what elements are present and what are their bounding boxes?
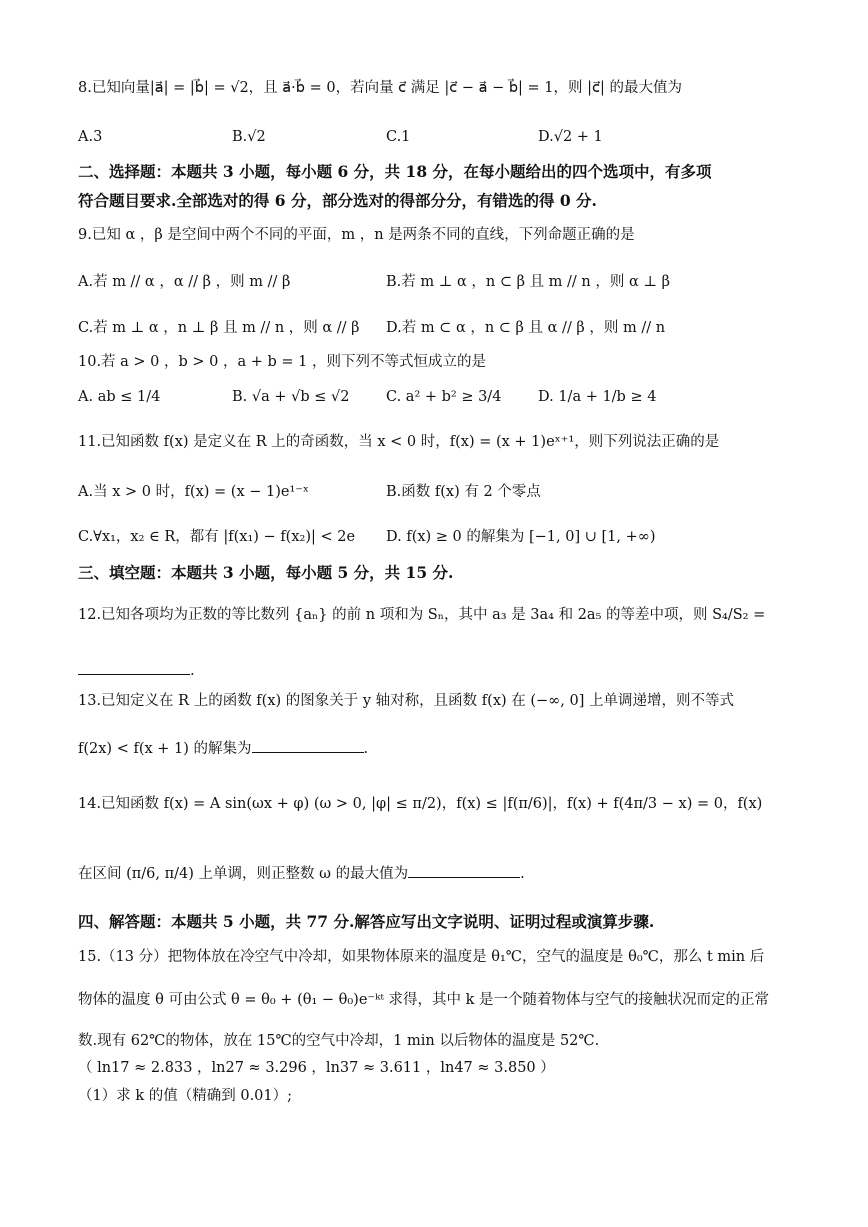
q10-option-c: C. a² + b² ≥ 3/4 <box>386 389 502 405</box>
q11-stem: 11.已知函数 f(x) 是定义在 R 上的奇函数，当 x < 0 时，f(x) = (x + 1)eˣ⁺¹，则下列说法正确的是 <box>78 434 720 450</box>
q10-stem: 10.若 a > 0 ，b > 0 ，a + b = 1 ，则下列不等式恒成立的是 <box>78 354 486 370</box>
q14-answer-blank[interactable] <box>408 863 520 878</box>
q15-line2: 物体的温度 θ 可由公式 θ = θ₀ + (θ₁ − θ₀)e⁻ᵏᵗ 求得，其中 k 是一个随着物体与空气的接触状况而定的正常 <box>78 992 770 1008</box>
q14-line2 <box>78 863 828 883</box>
q11-option-a: A.当 x > 0 时，f(x) = (x − 1)e¹⁻ˣ <box>78 484 310 500</box>
q13-inequality-text: f(2x) < f(x + 1) 的解集为 <box>78 741 252 757</box>
q13-period: . <box>363 741 369 757</box>
section2-heading-line2: 符合题目要求.全部选对的得 6 分，部分选对的得部分分，有错选的得 0 分. <box>78 191 597 210</box>
q15-line1: 15.（13 分）把物体放在冷空气中冷却，如果物体原来的温度是 θ₁℃，空气的温度是 θ₀℃，那么 t min 后 <box>78 949 765 965</box>
q11-option-c: C.∀x₁，x₂ ∈ R，都有 |f(x₁) − f(x₂)| < 2e <box>78 529 356 545</box>
q11-option-b: B.函数 f(x) 有 2 个零点 <box>386 484 541 500</box>
q15-ln-values: （ ln17 ≈ 2.833 ，ln27 ≈ 3.296 ，ln37 ≈ 3.611 ，ln47 ≈ 3.850 ） <box>78 1060 555 1076</box>
q8-option-d: D.√2 + 1 <box>538 129 603 145</box>
q15-part1: （1）求 k 的值（精确到 0.01）; <box>78 1088 293 1104</box>
section3-heading: 三、填空题：本题共 3 小题，每小题 5 分，共 15 分. <box>78 563 454 582</box>
q13-stem: 13.已知定义在 R 上的函数 f(x) 的图象关于 y 轴对称，且函数 f(x) 在 (−∞, 0] 上单调递增，则不等式 <box>78 693 734 709</box>
q9-option-d: D.若 m ⊂ α ，n ⊂ β 且 α // β ，则 m // n <box>386 320 666 336</box>
q14-interval-text: 在区间 (π/6, π/4) 上单调，则正整数 ω 的最大值为 <box>78 866 409 882</box>
q14-stem: 14.已知函数 f(x) = A sin(ωx + φ) (ω > 0, |φ| ≤ π/2)，f(x) ≤ |f(π/6)|，f(x) + f(4π/3 − x) = 0，f(x) <box>78 796 763 812</box>
q12-stem: 12.已知各项均为正数的等比数列 {aₙ} 的前 n 项和为 Sₙ，其中 a₃ 是 3a₄ 和 2a₅ 的等差中项，则 S₄/S₂ = <box>78 607 766 623</box>
q8-stem: 8.已知向量|a⃗| = |b⃗| = √2，且 a⃗·b⃗ = 0，若向量 c⃗ 满足 |c⃗ − a⃗ − b⃗| = 1，则 |c⃗| 的最大值为 <box>78 80 682 96</box>
q13-answer-blank[interactable] <box>252 738 364 753</box>
q10-option-a: A. ab ≤ 1/4 <box>78 389 161 405</box>
q12-answer-line <box>78 660 828 680</box>
section2-heading-line1: 二、选择题：本题共 3 小题，每小题 6 分，共 18 分，在每小题给出的四个选项中，有多项 <box>78 162 712 181</box>
q9-option-a: A.若 m // α ，α // β ，则 m // β <box>78 274 291 290</box>
q8-option-c: C.1 <box>386 129 411 145</box>
q12-period: . <box>190 663 195 679</box>
q9-option-b: B.若 m ⊥ α ，n ⊂ β 且 m // n ，则 α ⊥ β <box>386 274 671 290</box>
q10-option-b: B. √a + √b ≤ √2 <box>232 389 350 405</box>
section4-heading: 四、解答题：本题共 5 小题，共 77 分.解答应写出文字说明、证明过程或演算步骤. <box>78 912 655 931</box>
q14-period: . <box>520 866 525 882</box>
q11-option-d: D. f(x) ≥ 0 的解集为 [−1, 0] ∪ [1, +∞) <box>386 529 656 545</box>
q13-line2 <box>78 738 828 758</box>
q12-answer-blank[interactable] <box>78 660 190 675</box>
q10-option-d: D. 1/a + 1/b ≥ 4 <box>538 389 657 405</box>
q8-option-a: A.3 <box>78 129 103 145</box>
q9-stem: 9.已知 α ，β 是空间中两个不同的平面，m ，n 是两条不同的直线，下列命题正确的是 <box>78 227 635 243</box>
q15-line3: 数.现有 62℃的物体，放在 15℃的空气中冷却，1 min 以后物体的温度是 52℃. <box>78 1033 600 1049</box>
q8-option-b: B.√2 <box>232 129 266 145</box>
q9-option-c: C.若 m ⊥ α ，n ⊥ β 且 m // n ，则 α // β <box>78 320 360 336</box>
